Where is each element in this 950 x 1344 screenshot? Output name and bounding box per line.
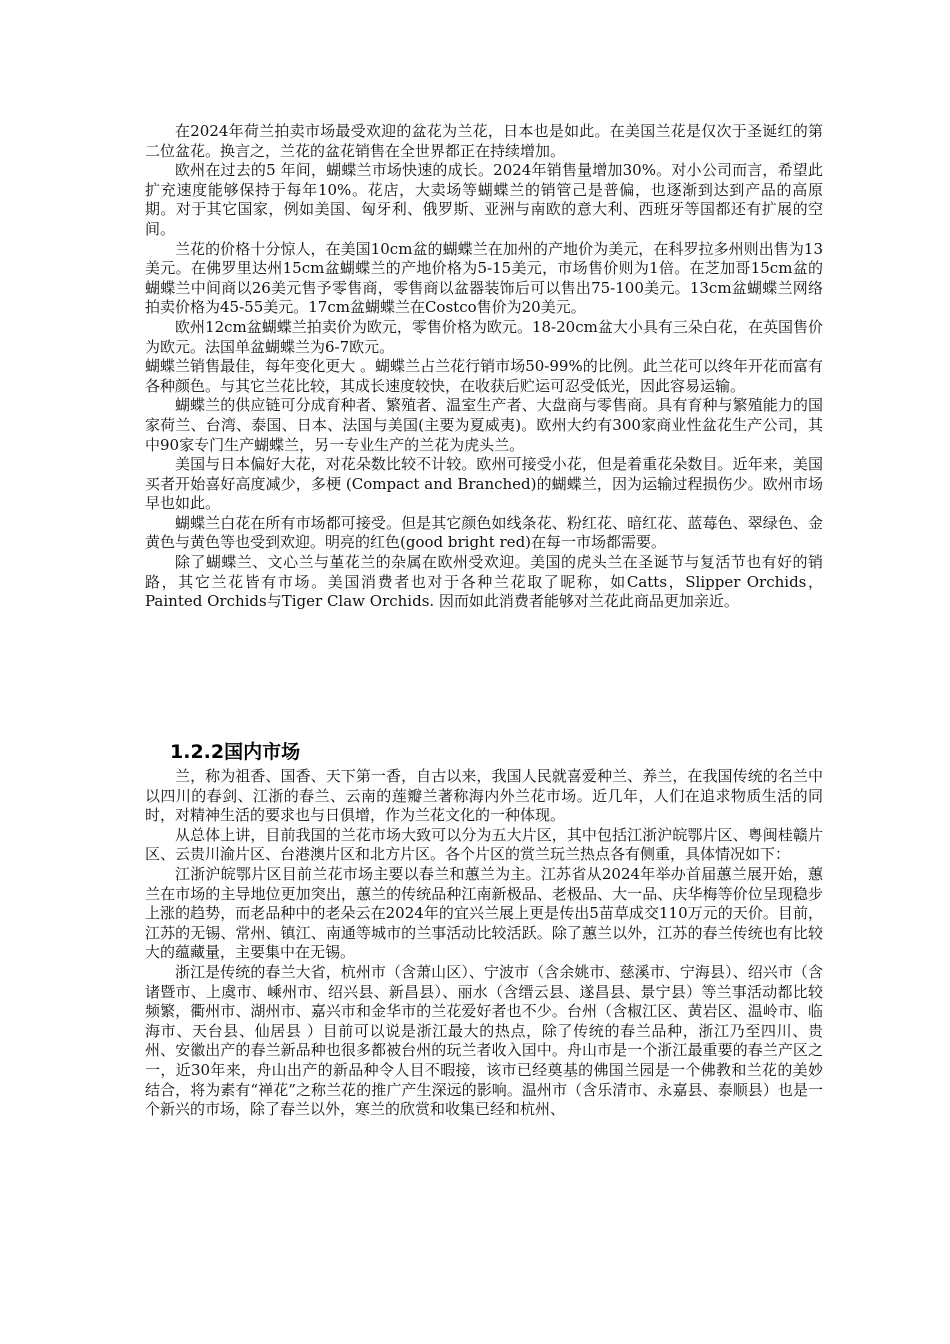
paragraph: 兰，称为祖香、国香、天下第一香，自古以来，我国人民就喜爱种兰、养兰，在我国传统的名兰中以四川的春剑、江浙的春兰、云南的莲瓣兰著称海内外兰花市场。近几年，人们在追求物质生活的同时，对精神生活的要求也与日俱增，作为兰花文化的一种体现。: [145, 767, 823, 825]
paragraph: 美国与日本偏好大花，对花朵数比较不计较。欧州可接受小花，但是着重花朵数目。近年来，美国买者开始喜好高度减少，多梗 (Compact and Branched)的蝴蝶兰，因为运输过程损伤少。欧州市场早也如此。: [145, 455, 823, 513]
domestic-market-text: [145, 767, 823, 1120]
paragraph: 欧州12cm盆蝴蝶兰拍卖价为欧元，零售价格为欧元。18-20cm盆大小具有三朵白花，在英国售价为欧元。法国单盆蝴蝶兰为6-7欧元。: [145, 317, 823, 356]
paragraph: 欧州在过去的5 年间，蝴蝶兰市场快速的成长。2024年销售量增加30%。对小公司而言，希望此扩充速度能够保持于每年10%。花店，大卖场等蝴蝶兰的销管己是普偏，也逐渐到达到产品的高原期。对于其它国家，例如美国、匈牙利、俄罗斯、亚洲与南欧的意大利、西班牙等国都还有扩展的空间。: [145, 161, 823, 238]
paragraph: 在2024年荷兰拍卖市场最受欢迎的盆花为兰花，日本也是如此。在美国兰花是仅次于圣诞红的第二位盆花。换言之，兰花的盆花销售在全世界都正在持续增加。: [145, 122, 823, 160]
paragraph: 从总体上讲，目前我国的兰花市场大致可以分为五大片区，其中包括江浙沪皖鄂片区、粤闽桂赣片区、云贵川渝片区、台港澳片区和北方片区。各个片区的赏兰玩兰热点各有侧重，具体情况如下：: [145, 825, 823, 864]
section-heading: 1.2.2国内市场: [170, 741, 301, 763]
paragraph: 浙江是传统的春兰大省，杭州市（含萧山区）、宁波市（含余姚市、慈溪市、宁海县）、绍兴市（含诸暨市、上虞市、嵊州市、绍兴县、新昌县）、丽水（含缙云县、遂昌县、景宁县）等兰事活动都比较频繁，衢州市、湖州市、嘉兴市和金华市的兰花爱好者也不少。台州（含椒江区、黄岩区、温岭市、临海市、天台县、仙居县 ）目前可以说是浙江最大的热点，除了传统的春兰品种，浙江乃至四川、贵州、安徽出产的春兰新品种也很多都被台州的玩兰者收入囯中。舟山市是一个浙江最重要的春兰产区之一，近30年来，舟山出产的新品种令人目不暇接，该市已经奠基的佛国兰园是一个佛教和兰花的美妙结合，将为素有“禅花”之称兰花的推广产生深远的影响。温州市（含乐清市、永嘉县、泰顺县）也是一个新兴的市场，除了春兰以外，寒兰的欣赏和收集已经和杭州、: [145, 962, 823, 1119]
paragraph: 江浙沪皖鄂片区目前兰花市场主要以春兰和蕙兰为主。江苏省从2024年举办首届蕙兰展开始，蕙兰在市场的主导地位更加突出，蕙兰的传统品种江南新极品、老极品、大一品、庆华梅等价位呈现稳步上涨的趋势，而老品种中的老朵云在2024年的宜兴兰展上更是传出5苗草成交110万元的天价。目前，江苏的无锡、常州、镇江、南通等城市的兰事活动比较活跃。除了蕙兰以外，江苏的春兰传统也有比较大的蕴藏量，主要集中在无锡。: [145, 864, 823, 962]
paragraph: 蝴蝶兰白花在所有市场都可接受。但是其它颜色如线条花、粉红花、暗红花、蓝莓色、翠绿色、金黄色与黄色等也受到欢迎。明亮的红色(good bright red)在每一市场都需要。: [145, 513, 823, 552]
paragraph: 兰花的价格十分惊人，在美国10cm盆的蝴蝶兰在加州的产地价为美元，在科罗拉多州则出售为13美元。在佛罗里达州15cm盆蝴蝶兰的产地价格为5-15美元，市场售价则为1倍。在芝加哥15cm盆的蝴蝶兰中间商以26美元售予零售商，零售商以盆器装饰后可以售出75-100美元。13cm盆蝴蝶兰网络拍卖价格为45-55美元。17cm盆蝴蝶兰在Costco售价为20美元。: [145, 239, 823, 317]
paragraph: 除了蝴蝶兰、文心兰与堇花兰的杂属在欧州受欢迎。美国的虎头兰在圣诞节与复活节也有好的销路，其它兰花皆有市场。美国消费者也对于各种兰花取了昵称，如Catts，Slipper Orchids，Painted Orchids与Tiger Claw Orchids. 因而如此消费者能够对兰花此商品更加亲近。: [145, 553, 823, 611]
paragraph: 蝴蝶兰销售最佳，每年变化更大 。蝴蝶兰占兰花行销市场50-99%的比例。此兰花可以终年开花而富有各种颜色。与其它兰花比较，其成长速度较快，在收获后贮运可忍受低光，因此容易运输。: [145, 357, 823, 395]
market-overview-text: [145, 122, 823, 612]
paragraph: 蝴蝶兰的供应链可分成育种者、繁殖者、温室生产者、大盘商与零售商。具有育种与繁殖能力的国家荷兰、台湾、泰国、日本、法国与美国(主要为夏威夷)。欧州大约有300家商业性盆花生产公司，其中90家专门生产蝴蝶兰，另一专业生产的兰花为虎头兰。: [145, 396, 823, 454]
